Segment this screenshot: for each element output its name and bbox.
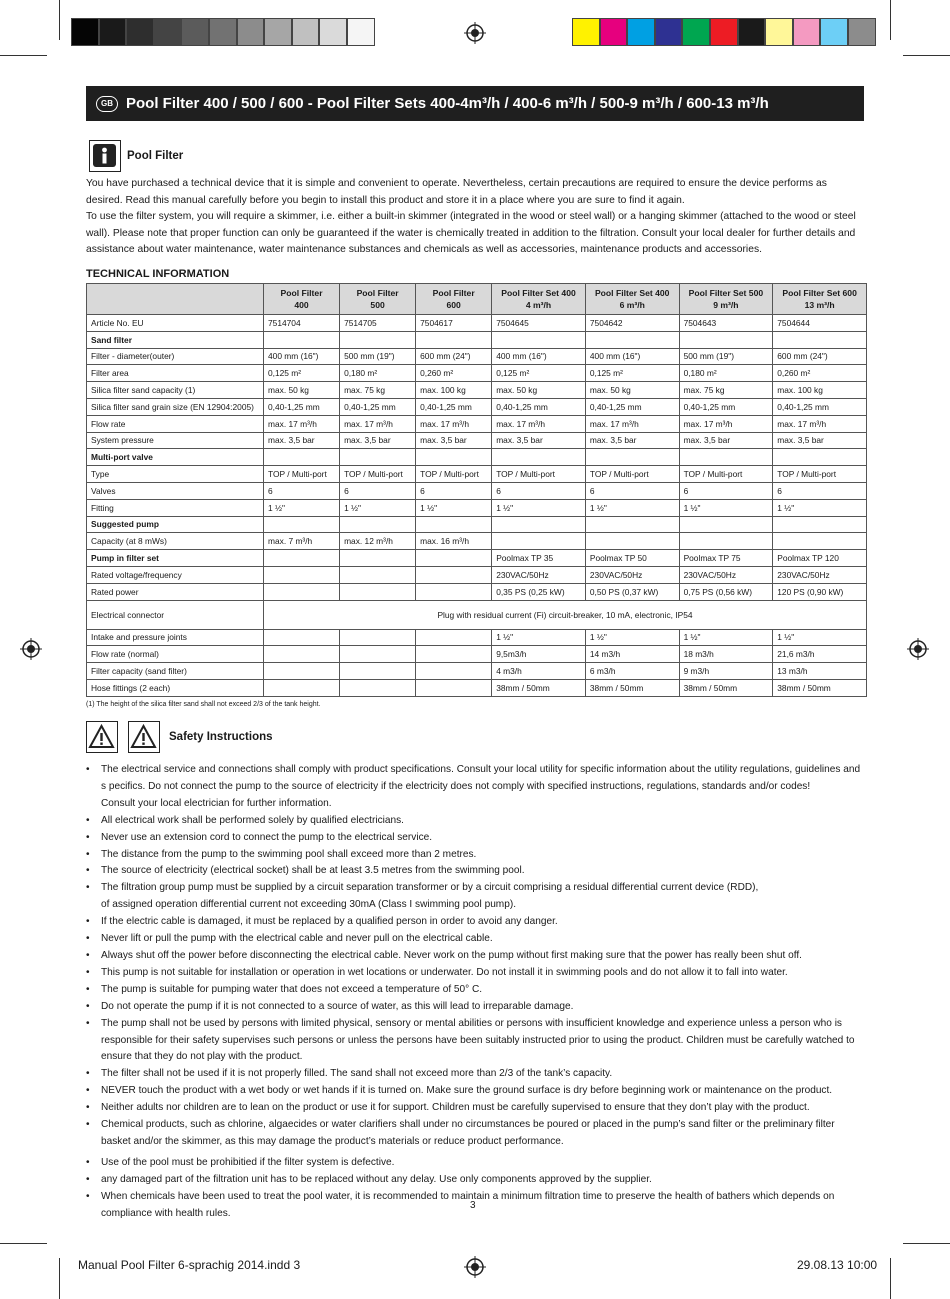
safety-item: • Never use an extension cord to connect the pump to the electrical service.	[86, 830, 866, 847]
safety-item: • any damaged part of the filtration unit has to be replaced without any delay. Use only components approved by the supplier.	[86, 1172, 866, 1189]
table-cell: 120 PS (0,90 kW)	[773, 583, 867, 600]
page-title: Pool Filter 400 / 500 / 600 - Pool Filter Sets 400-4m³/h / 400-6 m³/h / 500-9 m³/h / 600-13 m³/h	[126, 95, 769, 112]
table-cell: 6	[773, 482, 867, 499]
table-cell	[264, 331, 340, 348]
row-label: Capacity (at 8 mWs)	[87, 533, 264, 550]
table-cell: max. 17 m³/h	[492, 415, 586, 432]
table-cell	[264, 629, 340, 646]
table-cell	[416, 449, 492, 466]
table-cell: max. 12 m³/h	[340, 533, 416, 550]
color-swatch	[710, 18, 738, 46]
safety-item: • Always shut off the power before disconnecting the electrical cable. Never work on the pump without first making sure that the power has really been shut off.	[86, 948, 866, 965]
table-cell	[340, 516, 416, 533]
table-cell: 400 mm (16")	[492, 348, 586, 365]
table-cell: 6	[340, 482, 416, 499]
table-cell	[585, 331, 679, 348]
table-cell: Poolmax TP 120	[773, 550, 867, 567]
technical-information-title: TECHNICAL INFORMATION	[86, 268, 230, 280]
color-swatch	[682, 18, 710, 46]
safety-item: • If the electric cable is damaged, it must be replaced by a qualified person in order to avoid any danger.	[86, 914, 866, 931]
skimmer-paragraph: To use the filter system, you will require a skimmer, i.e. either a built-in skimmer (integrated in the wood or steel wall) or a hanging skimmer (attached to the wood or steel wall). Please note that proper function can only be guaranteed if the water is chemically treated in addition to the filtration. Consult your local dealer for further details and assistance about water maintenance, water maintenance substances and chemicals as well as accessories, maintenance products and accessories.	[86, 211, 856, 255]
table-cell: max. 17 m³/h	[773, 415, 867, 432]
table-cell: 600 mm (24")	[416, 348, 492, 365]
table-row	[87, 600, 867, 629]
column-header: Pool Filter Set 400 6 m³/h	[585, 284, 679, 315]
table-cell: max. 3,5 bar	[585, 432, 679, 449]
pool-filter-title: Pool Filter	[127, 150, 184, 162]
safety-item: • All electrical work shall be performed solely by qualified electricians.	[86, 813, 866, 830]
table-cell: 1 ½"	[679, 499, 773, 516]
table-cell	[585, 533, 679, 550]
safety-title: Safety Instructions	[169, 731, 273, 743]
table-cell: max. 17 m³/h	[585, 415, 679, 432]
page-number: 3	[470, 1200, 476, 1211]
table-row	[87, 331, 867, 348]
table-cell	[416, 679, 492, 696]
page-header	[86, 86, 864, 121]
table-cell: max. 3,5 bar	[264, 432, 340, 449]
table-cell: 6 m3/h	[585, 663, 679, 680]
table-cell	[340, 550, 416, 567]
cmyk-color-bar	[572, 18, 876, 46]
color-swatch	[793, 18, 821, 46]
table-cell: 7504617	[416, 315, 492, 332]
safety-item: • The filter shall not be used if it is not properly filled. The sand shall not exceed more than 2/3 of the tank’s capacity.	[86, 1066, 866, 1083]
table-cell: 400 mm (16")	[264, 348, 340, 365]
row-label: Hose fittings (2 each)	[87, 679, 264, 696]
row-label: Multi-port valve	[87, 449, 264, 466]
table-row	[87, 482, 867, 499]
language-badge: GB	[96, 96, 118, 112]
table-cell: 7514704	[264, 315, 340, 332]
table-row	[87, 365, 867, 382]
row-label: Fitting	[87, 499, 264, 516]
table-cell: max. 3,5 bar	[492, 432, 586, 449]
table-cell: Poolmax TP 35	[492, 550, 586, 567]
table-cell: 6	[492, 482, 586, 499]
crop-mark	[59, 0, 60, 40]
table-cell: 0,125 m²	[492, 365, 586, 382]
color-swatch	[572, 18, 600, 46]
footer-timestamp: 29.08.13 10:00	[797, 1258, 878, 1272]
table-cell	[416, 663, 492, 680]
table-cell	[416, 516, 492, 533]
table-cell: 0,50 PS (0,37 kW)	[585, 583, 679, 600]
safety-item: • When chemicals have been used to treat the pool water, it is recommended to maintain a minimum filtration time to preserve the health of bathers which depends on compliance with health rules.	[86, 1189, 866, 1223]
table-row	[87, 629, 867, 646]
safety-item: • Neither adults nor children are to lean on the product or use it for support. Children must be carefully supervised to ensure that they don’t play with the product.	[86, 1100, 866, 1117]
table-cell	[679, 331, 773, 348]
crop-mark	[890, 0, 891, 40]
table-cell	[264, 679, 340, 696]
table-cell: 7514705	[340, 315, 416, 332]
table-cell: 13 m3/h	[773, 663, 867, 680]
safety-item: • Never lift or pull the pump with the electrical cable and never pull on the electrical cable.	[86, 931, 866, 948]
row-label: Article No. EU	[87, 315, 264, 332]
footer-filename: Manual Pool Filter 6-sprachig 2014.indd 3	[78, 1258, 301, 1272]
table-cell	[492, 449, 586, 466]
column-header: Pool Filter Set 400 4 m³/h	[492, 284, 586, 315]
table-cell: Poolmax TP 50	[585, 550, 679, 567]
table-cell: 230VAC/50Hz	[492, 566, 586, 583]
table-cell: 1 ½"	[585, 499, 679, 516]
safety-item: • The pump shall not be used by persons with limited physical, sensory or mental abilities or persons with insufficient knowledge and experience unless a person who is responsible for their safety supervises such persons or unless the persons have been suitably instructed prior to using the product. Children must be carefully watched to ensure that they do not play with the product.	[86, 1016, 866, 1067]
color-swatch	[655, 18, 683, 46]
table-cell	[773, 449, 867, 466]
table-cell	[340, 449, 416, 466]
table-row	[87, 663, 867, 680]
table-cell	[416, 646, 492, 663]
table-cell: 0,40-1,25 mm	[264, 398, 340, 415]
table-cell	[264, 646, 340, 663]
color-swatch	[848, 18, 876, 46]
row-label: Filter - diameter(outer)	[87, 348, 264, 365]
info-icon	[89, 140, 121, 172]
color-swatch	[600, 18, 628, 46]
column-header: Pool Filter Set 500 9 m³/h	[679, 284, 773, 315]
table-cell	[416, 629, 492, 646]
row-label: Sand filter	[87, 331, 264, 348]
table-cell: 0,125 m²	[585, 365, 679, 382]
safety-item: • Use of the pool must be prohibitied if the filter system is defective.	[86, 1155, 866, 1172]
table-cell	[264, 663, 340, 680]
table-cell: 230VAC/50Hz	[585, 566, 679, 583]
row-label: Silica filter sand capacity (1)	[87, 382, 264, 399]
table-cell: 0,40-1,25 mm	[585, 398, 679, 415]
color-swatch	[820, 18, 848, 46]
table-row	[87, 566, 867, 583]
table-cell: 0,40-1,25 mm	[416, 398, 492, 415]
table-cell: 38mm / 50mm	[679, 679, 773, 696]
table-cell: 1 ½"	[773, 499, 867, 516]
row-label: Flow rate (normal)	[87, 646, 264, 663]
table-cell	[773, 331, 867, 348]
row-label: Rated power	[87, 583, 264, 600]
table-cell: 6	[264, 482, 340, 499]
table-cell: 0,40-1,25 mm	[679, 398, 773, 415]
color-swatch	[181, 18, 209, 46]
table-cell: 7504643	[679, 315, 773, 332]
table-cell: 6	[679, 482, 773, 499]
table-cell	[679, 533, 773, 550]
column-header: Pool Filter 400	[264, 284, 340, 315]
table-cell: 0,180 m²	[679, 365, 773, 382]
table-cell: 1 ½"	[264, 499, 340, 516]
table-row	[87, 646, 867, 663]
table-cell: 1 ½"	[679, 629, 773, 646]
table-cell	[679, 449, 773, 466]
table-cell	[585, 516, 679, 533]
table-cell: 0,40-1,25 mm	[492, 398, 586, 415]
color-swatch	[71, 18, 99, 46]
table-cell: max. 50 kg	[585, 382, 679, 399]
table-cell: 0,40-1,25 mm	[773, 398, 867, 415]
table-cell	[340, 583, 416, 600]
table-cell: max. 17 m³/h	[264, 415, 340, 432]
warning-electric-icon	[128, 721, 160, 753]
table-cell	[340, 679, 416, 696]
table-cell	[264, 550, 340, 567]
color-swatch	[738, 18, 766, 46]
table-cell: 1 ½"	[340, 499, 416, 516]
row-label: Type	[87, 466, 264, 483]
registration-mark-icon	[907, 638, 929, 660]
table-cell: Plug with residual current (Fi) circuit-breaker, 10 mA, electronic, IP54	[264, 600, 867, 629]
safety-item: • The distance from the pump to the swimming pool shall exceed more than 2 metres.	[86, 847, 866, 864]
table-cell: 0,40-1,25 mm	[340, 398, 416, 415]
table-cell: 1 ½"	[492, 499, 586, 516]
column-header: Pool Filter 500	[340, 284, 416, 315]
table-row	[87, 382, 867, 399]
registration-mark-icon	[464, 1256, 486, 1278]
table-cell: 1 ½"	[492, 629, 586, 646]
table-cell: 1 ½"	[585, 629, 679, 646]
row-label: Suggested pump	[87, 516, 264, 533]
table-cell	[264, 516, 340, 533]
intro-paragraph: You have purchased a technical device that it is simple and convenient to operate. Nevertheless, certain precautions are required to ensure the device performs as desired. Read this manual carefully before you begin to install this product and store it in a place where you are sure to find it again.	[86, 178, 827, 206]
safety-item: • The electrical service and connections shall comply with product specifications. Consult your local utility for specific information about the utility regulations, guidelines and s pecifics. Do not connect the pump to the source of electricity if the electricity does not comply with specified instructions, regulations, standards and/or codes! Consult your local electrician for further information.	[86, 762, 866, 813]
table-row	[87, 533, 867, 550]
table-cell	[340, 646, 416, 663]
table-cell	[340, 331, 416, 348]
color-swatch	[765, 18, 793, 46]
table-cell: 6	[585, 482, 679, 499]
table-cell: 7504642	[585, 315, 679, 332]
table-cell: max. 17 m³/h	[340, 415, 416, 432]
row-label: Flow rate	[87, 415, 264, 432]
table-cell: TOP / Multi-port	[416, 466, 492, 483]
table-cell: 1 ½"	[773, 629, 867, 646]
color-swatch	[292, 18, 320, 46]
table-cell: max. 17 m³/h	[679, 415, 773, 432]
table-cell: 6	[416, 482, 492, 499]
table-cell	[773, 516, 867, 533]
safety-item: • The filtration group pump must be supplied by a circuit separation transformer or by a circuit comprising a residual differential current device (RDD), of assigned operation differential current not exceeding 30mA (Class I swimming pool pump).	[86, 880, 866, 914]
table-cell	[264, 566, 340, 583]
crop-mark	[903, 55, 950, 56]
column-header: Pool Filter Set 600 13 m³/h	[773, 284, 867, 315]
crop-mark	[890, 1258, 891, 1299]
registration-mark-icon	[464, 22, 486, 44]
color-swatch	[627, 18, 655, 46]
table-row	[87, 550, 867, 567]
warning-icon	[86, 721, 118, 753]
table-cell	[264, 449, 340, 466]
column-header: Pool Filter 600	[416, 284, 492, 315]
table-cell: max. 3,5 bar	[679, 432, 773, 449]
row-label: Filter capacity (sand filter)	[87, 663, 264, 680]
table-cell: TOP / Multi-port	[492, 466, 586, 483]
table-cell	[340, 629, 416, 646]
table-row	[87, 449, 867, 466]
crop-mark	[59, 1258, 60, 1299]
color-swatch	[99, 18, 127, 46]
table-cell: 38mm / 50mm	[773, 679, 867, 696]
registration-mark-icon	[20, 638, 42, 660]
table-cell: 0,125 m²	[264, 365, 340, 382]
crop-mark	[903, 1243, 950, 1244]
color-swatch	[264, 18, 292, 46]
table-cell	[416, 331, 492, 348]
table-cell: max. 100 kg	[416, 382, 492, 399]
table-cell: Poolmax TP 75	[679, 550, 773, 567]
crop-mark	[0, 55, 47, 56]
row-label: Rated voltage/frequency	[87, 566, 264, 583]
table-row	[87, 415, 867, 432]
color-swatch	[237, 18, 265, 46]
table-cell: 7504645	[492, 315, 586, 332]
table-cell	[773, 533, 867, 550]
table-cell: 0,260 m²	[416, 365, 492, 382]
table-cell: 600 mm (24")	[773, 348, 867, 365]
table-cell: 500 mm (19")	[340, 348, 416, 365]
color-swatch	[209, 18, 237, 46]
table-cell: 9 m3/h	[679, 663, 773, 680]
table-cell: TOP / Multi-port	[340, 466, 416, 483]
table-cell: max. 3,5 bar	[340, 432, 416, 449]
table-cell: TOP / Multi-port	[264, 466, 340, 483]
color-swatch	[347, 18, 375, 46]
table-cell: TOP / Multi-port	[773, 466, 867, 483]
table-cell: 38mm / 50mm	[492, 679, 586, 696]
table-row	[87, 398, 867, 415]
table-cell: max. 16 m³/h	[416, 533, 492, 550]
table-cell: 500 mm (19")	[679, 348, 773, 365]
table-cell: 21,6 m3/h	[773, 646, 867, 663]
table-cell	[340, 566, 416, 583]
table-cell: 7504644	[773, 315, 867, 332]
table-cell: 9,5m3/h	[492, 646, 586, 663]
table-row	[87, 315, 867, 332]
table-cell: max. 75 kg	[679, 382, 773, 399]
table-cell	[416, 566, 492, 583]
row-label: Valves	[87, 482, 264, 499]
table-cell: 0,260 m²	[773, 365, 867, 382]
table-cell: 0,75 PS (0,56 kW)	[679, 583, 773, 600]
safety-item: • NEVER touch the product with a wet body or wet hands if it is turned on. Make sure the ground surface is dry before beginning work or maintenance on the product.	[86, 1083, 866, 1100]
table-cell	[416, 550, 492, 567]
table-cell: max. 3,5 bar	[773, 432, 867, 449]
table-footnote: (1) The height of the silica filter sand shall not exceed 2/3 of the tank height.	[86, 701, 321, 708]
safety-item: • This pump is not suitable for installation or operation in wet locations or underwater. Do not install it in swimming pools and do not allow it to fall into water.	[86, 965, 866, 982]
gray-color-bar	[71, 18, 375, 46]
safety-item: • Do not operate the pump if it is not connected to a source of water, as this will lead to irreparable damage.	[86, 999, 866, 1016]
safety-item: • The pump is suitable for pumping water that does not exceed a temperature of 50° C.	[86, 982, 866, 999]
table-cell: 230VAC/50Hz	[773, 566, 867, 583]
row-label: Electrical connector	[87, 600, 264, 629]
table-cell: TOP / Multi-port	[679, 466, 773, 483]
table-cell: max. 75 kg	[340, 382, 416, 399]
table-cell	[264, 583, 340, 600]
row-label: Filter area	[87, 365, 264, 382]
row-label: Intake and pressure joints	[87, 629, 264, 646]
table-row	[87, 432, 867, 449]
table-cell: max. 17 m³/h	[416, 415, 492, 432]
safety-item: • The source of electricity (electrical socket) shall be at least 3.5 metres from the swimming pool.	[86, 863, 866, 880]
table-cell: 230VAC/50Hz	[679, 566, 773, 583]
row-label: Silica filter sand grain size (EN 12904:2005)	[87, 398, 264, 415]
table-cell	[416, 583, 492, 600]
color-swatch	[154, 18, 182, 46]
safety-item: • Chemical products, such as chlorine, algaecides or water clarifiers shall under no circumstances be poured or placed in the pump’s sand filter or the preliminary filter basket and/or the skimmer, as this may damage the product’s materials or reduce product performance.	[86, 1117, 866, 1151]
technical-specs-table	[86, 283, 867, 697]
table-cell	[340, 663, 416, 680]
table-cell: max. 7 m³/h	[264, 533, 340, 550]
crop-mark	[0, 1243, 47, 1244]
table-cell: 4 m3/h	[492, 663, 586, 680]
table-cell: max. 50 kg	[264, 382, 340, 399]
row-label: System pressure	[87, 432, 264, 449]
table-corner	[87, 284, 264, 315]
table-cell	[679, 516, 773, 533]
table-cell: 14 m3/h	[585, 646, 679, 663]
table-cell	[585, 449, 679, 466]
color-swatch	[319, 18, 347, 46]
safety-list	[86, 762, 866, 1222]
table-cell: max. 50 kg	[492, 382, 586, 399]
table-cell	[492, 516, 586, 533]
table-row	[87, 348, 867, 365]
table-cell: 18 m3/h	[679, 646, 773, 663]
table-cell: 0,180 m²	[340, 365, 416, 382]
table-row	[87, 583, 867, 600]
table-cell: TOP / Multi-port	[585, 466, 679, 483]
table-cell: 0,35 PS (0,25 kW)	[492, 583, 586, 600]
row-label: Pump in filter set	[87, 550, 264, 567]
table-row	[87, 499, 867, 516]
table-cell: 400 mm (16")	[585, 348, 679, 365]
table-row	[87, 516, 867, 533]
table-cell: max. 3,5 bar	[416, 432, 492, 449]
table-row	[87, 679, 867, 696]
table-cell	[492, 331, 586, 348]
table-cell	[492, 533, 586, 550]
table-cell: 38mm / 50mm	[585, 679, 679, 696]
color-swatch	[126, 18, 154, 46]
table-cell: max. 100 kg	[773, 382, 867, 399]
table-row	[87, 466, 867, 483]
table-cell: 1 ½"	[416, 499, 492, 516]
